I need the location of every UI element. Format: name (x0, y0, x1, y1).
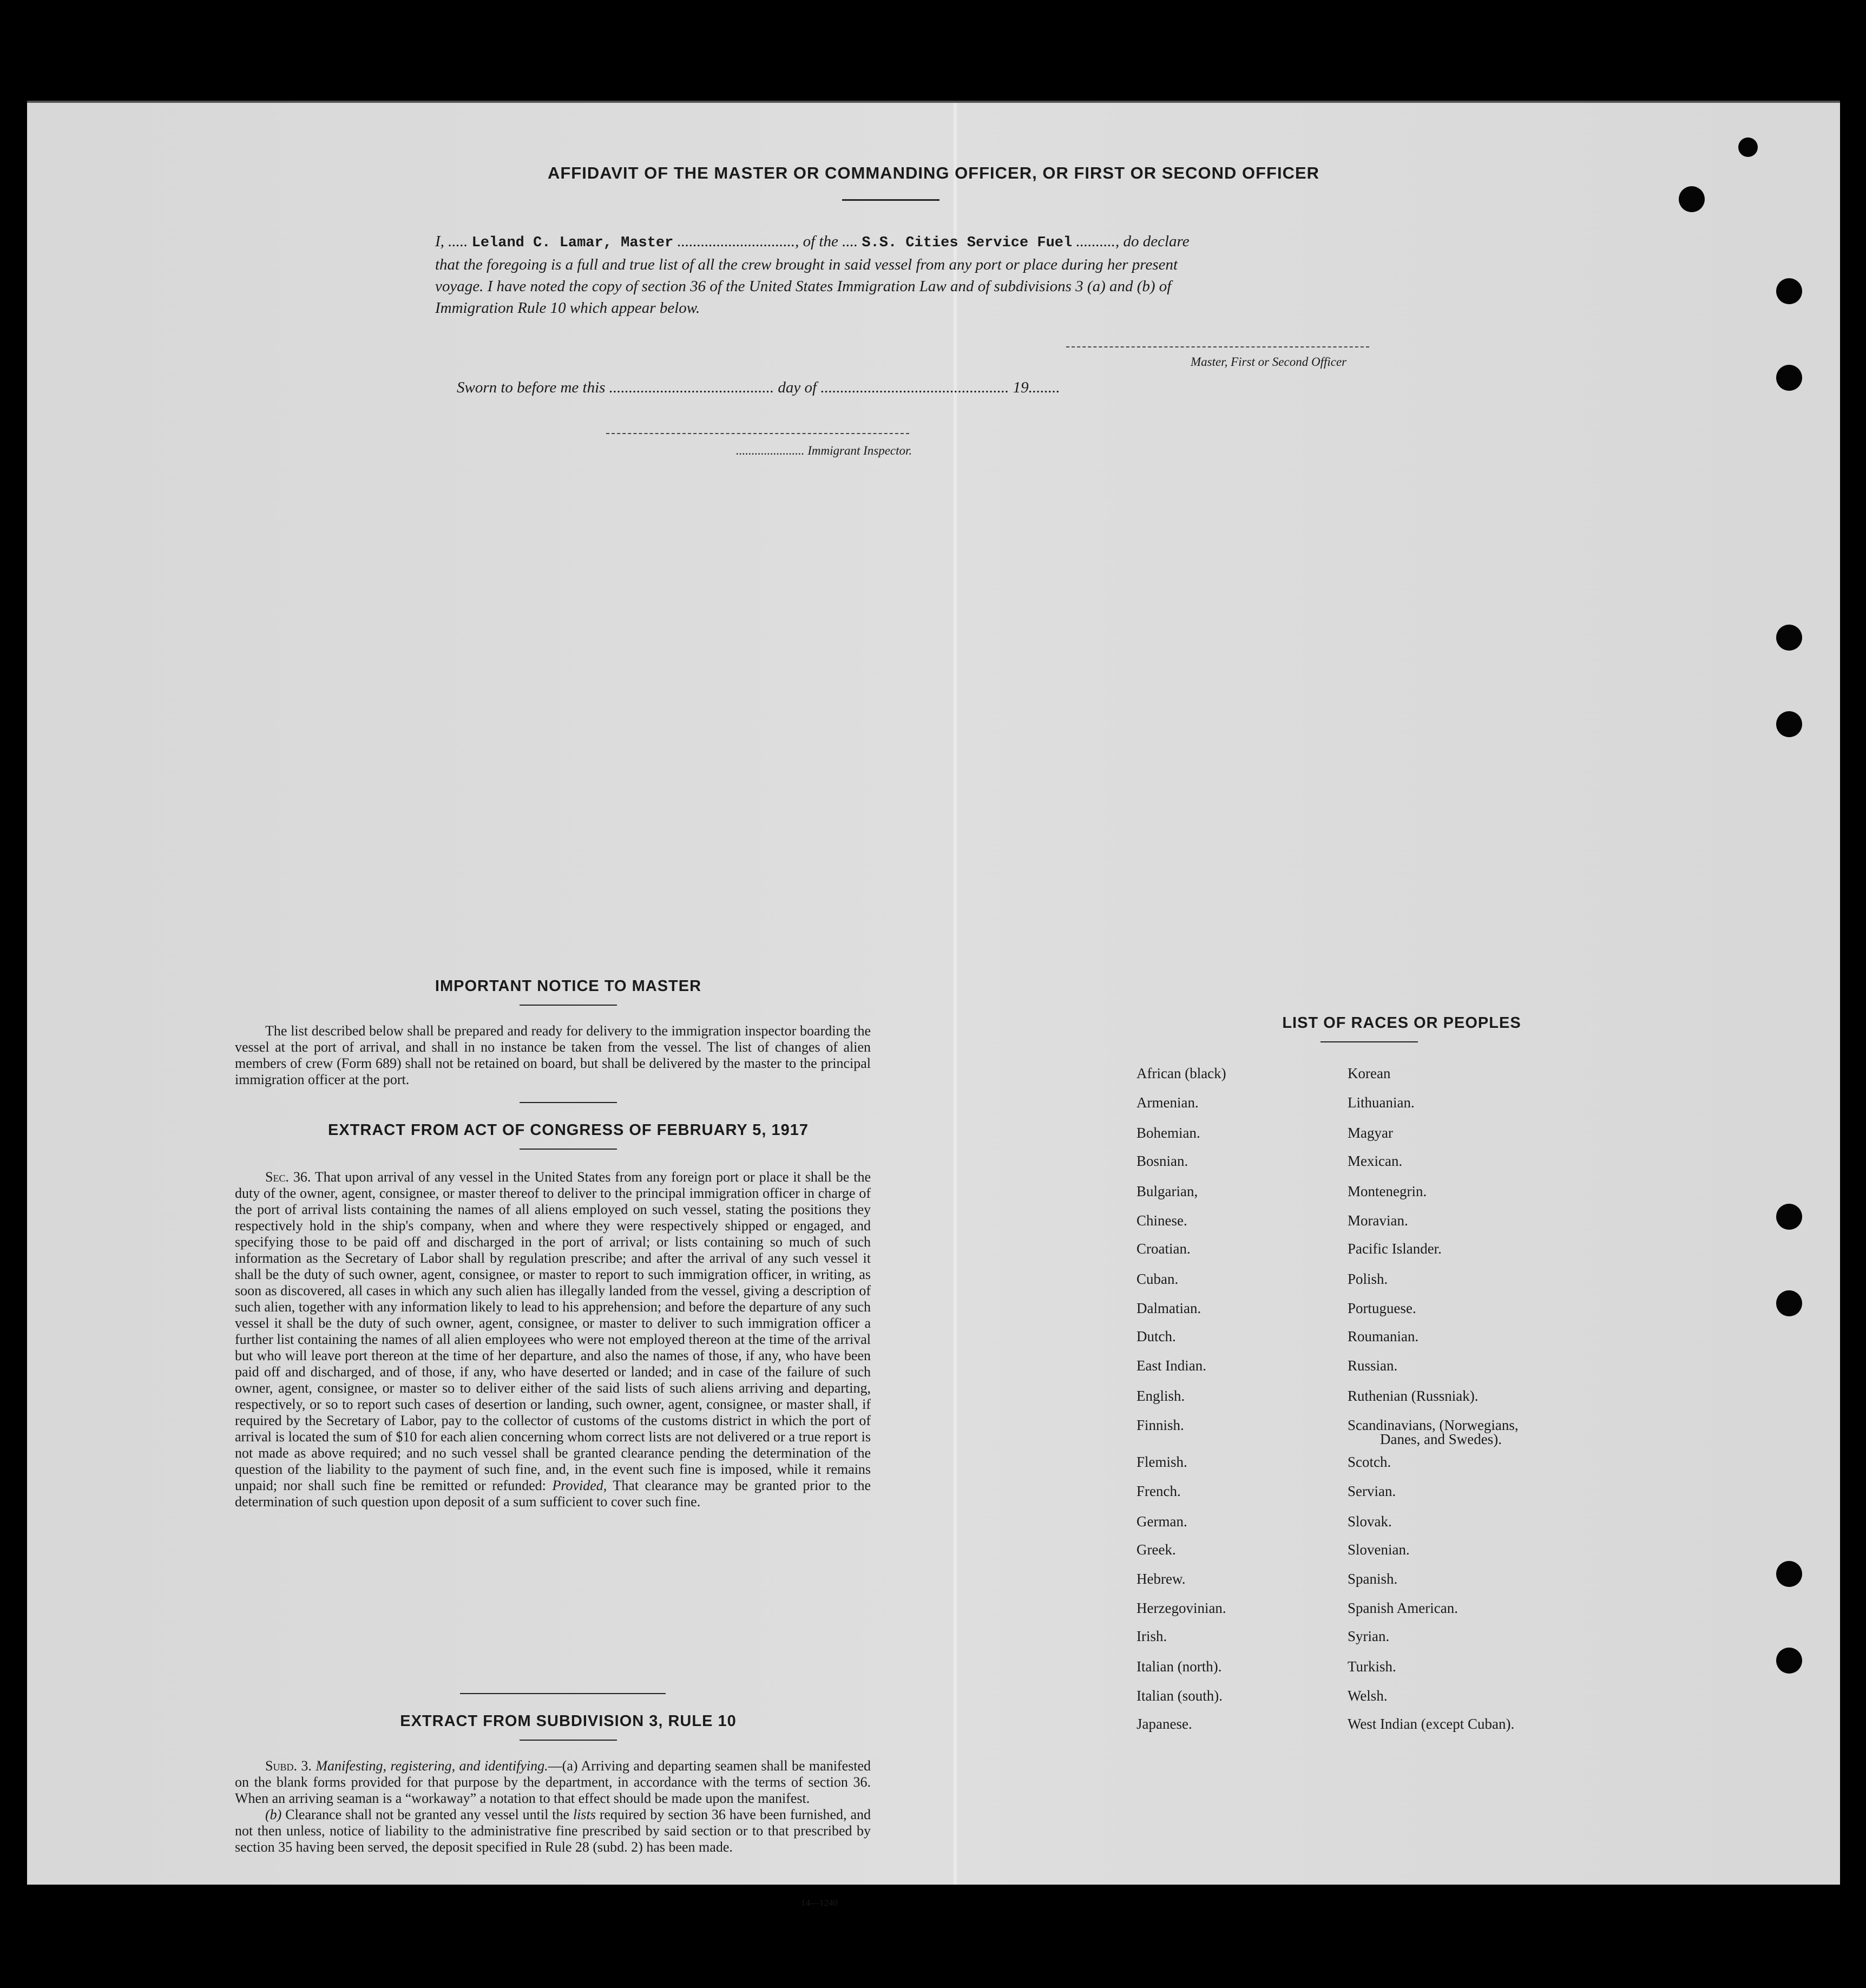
race-right-item: Moravian. (1348, 1212, 1408, 1229)
race-right-item: Russian. (1348, 1357, 1398, 1374)
race-left-item: Croatian. (1136, 1241, 1191, 1257)
race-left-item: Cuban. (1136, 1271, 1179, 1287)
affidavit-line-2: that the foregoing is a full and true list of all the crew brought in said vessel from any port or place during her present (435, 256, 1178, 273)
subd-heading: Manifesting, registering, and identifying. (316, 1758, 548, 1774)
officer-signature-label: Master, First or Second Officer (1191, 355, 1347, 369)
vessel-name-field: S.S. Cities Service Fuel (862, 235, 1073, 251)
punch-hole (1776, 1204, 1802, 1230)
i-label: I, (435, 233, 444, 250)
race-right-item: Turkish. (1348, 1658, 1396, 1675)
subd-a-text: Arriving and departing seamen shall be manifested on the blank forms provided for that purpose by the department, in accordance with the terms of section 36. When an arriving seaman is a “workaway” a notation to that effect should be made upon the manifest. (235, 1758, 871, 1806)
notice-title: IMPORTANT NOTICE TO MASTER (435, 977, 702, 995)
race-right-item: West Indian (except Cuban). (1348, 1716, 1515, 1732)
year-prefix: 19 (1013, 379, 1029, 396)
race-left-item: Bosnian. (1136, 1153, 1188, 1169)
of-the-label: , of the (795, 233, 838, 250)
race-left-item: Herzegovinian. (1136, 1600, 1226, 1616)
subd-b-lists: lists (573, 1807, 596, 1822)
race-left-item: Italian (south). (1136, 1688, 1223, 1704)
race-left-item: Bulgarian, (1136, 1183, 1198, 1199)
races-divider (1320, 1041, 1418, 1042)
race-left-item: Chinese. (1136, 1212, 1187, 1229)
punch-hole (1776, 1648, 1802, 1674)
race-right-item: Korean (1348, 1065, 1391, 1081)
race-left-item: Dutch. (1136, 1328, 1176, 1344)
race-right-item: Slovenian. (1348, 1541, 1410, 1558)
race-right-item: Mexican. (1348, 1153, 1403, 1169)
subd-b-text-1: Clearance shall not be granted any vessel until the (285, 1807, 570, 1822)
race-right-item: Roumanian. (1348, 1328, 1419, 1344)
race-right-item: Scotch. (1348, 1454, 1391, 1470)
inspector-line: ...................... Immigrant Inspector. (736, 444, 912, 457)
race-left-item: French. (1136, 1483, 1181, 1499)
extract-act-title: EXTRACT FROM ACT OF CONGRESS OF FEBRUARY 5, 1917 (327, 1121, 809, 1139)
subd-a-paragraph (235, 1758, 871, 1807)
subd-b-text-2: required by section 36 have been furnished, and not then unless, notice of liability to the administrative fine prescribed by said section or to that prescribed by section 35 having been served, the deposit specified in Rule 28 (subd. 2) has been made. (235, 1807, 871, 1855)
form-number: 14—1240 (801, 1898, 838, 1908)
race-right-item: Pacific Islander. (1348, 1241, 1442, 1257)
races-title: LIST OF RACES OR PEOPLES (1282, 1014, 1521, 1032)
race-left-item: Irish. (1136, 1628, 1167, 1644)
race-left-item: Italian (north). (1136, 1658, 1222, 1675)
affidavit-body (435, 231, 1431, 319)
race-right-item: Montenegrin. (1348, 1183, 1427, 1199)
master-name-field: Leland C. Lamar, Master (471, 235, 674, 251)
race-right-item: Welsh. (1348, 1688, 1388, 1704)
race-right-item: Polish. (1348, 1271, 1388, 1287)
punch-hole (1776, 365, 1802, 391)
race-left-item: Hebrew. (1136, 1571, 1186, 1587)
sworn-label: Sworn to before me this (457, 379, 606, 396)
notice-divider (520, 1005, 617, 1006)
race-right-item: Syrian. (1348, 1628, 1390, 1644)
race-left-item: Greek. (1136, 1541, 1176, 1558)
race-left-item: Dalmatian. (1136, 1300, 1201, 1316)
punch-hole (1776, 1290, 1802, 1316)
affidavit-line-4: Immigration Rule 10 which appear below. (435, 299, 700, 317)
sec-36-text-end: That clearance may be granted prior to the determination of such question upon deposit of a sum sufficient to cover such fine. (235, 1478, 871, 1510)
officer-signature-line (1066, 346, 1369, 347)
extract-act-text (235, 1169, 871, 1510)
sec-36-text: That upon arrival of any vessel in the United States from any foreign port or place it shall be the duty of the owner, agent, consignee, or master thereof to deliver to the principal immigration officer in charge of the port of arrival lists containing the names of all aliens employed on such vessel, stating the positions they respectively hold in the ship's company, when and where they were respectively shipped or engaged, and specifying those to be paid off and discharged in the port of arrival; or lists containing so much of such information as the Secretary of Labor shall by regulation prescribe; and after the arrival of any such vessel it shall be the duty of such owner, agent, consignee, or master to report to such immigration officer, in writing, as soon as discovered, all cases in which any such alien has illegally landed from the vessel, giving a description of such alien, together with any information likely to lead to his apprehension; and before the departure of any such vessel it shall be the duty of such owner, agent, consignee, or master to deliver to such immigration officer a further list containing the names of all alien employees who were not employed thereon at the time of the arrival but who will leave port thereon at the time of her departure, and also the names of those, if any, who have been paid off and discharged, and of those, if any, who have deserted or landed; and in case of the failure of such owner, agent, consignee, or master so to deliver either of the said lists of such aliens arriving and departing, respectively, or so to report such cases of desertion or landing, such owner, agent, consignee, or master shall, if required by the Secretary of Labor, pay to the collector of customs of the customs district in which the port of arrival is located the sum of $10 for each alien concerning whom correct lists are not delivered or a true report is not made as above required; and no such vessel shall be granted clearance pending the determination of the question of the liability to the payment of such fine, and, in the event such fine is imposed, while it remains unpaid; nor shall such fine be remitted or refunded: (235, 1169, 871, 1493)
race-continuation: Danes, and Swedes). (1380, 1431, 1502, 1447)
race-right-item: Spanish American. (1348, 1600, 1458, 1616)
race-right-item: Lithuanian. (1348, 1094, 1415, 1111)
race-left-item: Flemish. (1136, 1454, 1187, 1470)
title-divider (842, 199, 939, 201)
subd-b-paragraph (235, 1807, 871, 1855)
race-right-item: Ruthenian (Russniak). (1348, 1388, 1479, 1404)
punch-hole (1738, 137, 1758, 157)
extract-rule-title: EXTRACT FROM SUBDIVISION 3, RULE 10 (400, 1713, 737, 1730)
race-left-item: Finnish. (1136, 1417, 1184, 1433)
affidavit-line-1: I, ..... Leland C. Lamar, Master .............................., of the .... S.S. Cities Service Fuel .........., do declare (435, 233, 1190, 251)
punch-hole (1776, 1561, 1802, 1587)
race-right-item: Slovak. (1348, 1513, 1392, 1530)
extract-rule-text (235, 1758, 871, 1855)
punch-hole (1776, 711, 1802, 737)
affidavit-title: AFFIDAVIT OF THE MASTER OR COMMANDING OFFICER, OR FIRST OR SECOND OFFICER (547, 163, 1320, 182)
race-right-item: Servian. (1348, 1483, 1396, 1499)
subd-a-label: —(a) (548, 1758, 578, 1774)
race-left-item: German. (1136, 1513, 1187, 1530)
do-declare-label: , do declare (1115, 233, 1190, 250)
provided-label: Provided, (552, 1478, 607, 1493)
race-right-item: Scandinavians, (Norwegians, (1348, 1417, 1519, 1433)
race-right-item: Spanish. (1348, 1571, 1398, 1587)
punch-hole (1776, 625, 1802, 651)
race-left-item: Armenian. (1136, 1094, 1199, 1111)
day-of-label: day of (778, 379, 817, 396)
punch-hole (1679, 186, 1705, 212)
affidavit-line-3: voyage. I have noted the copy of section 36 of the United States Immigration Law and of subdivisions 3 (a) and (b) of (435, 278, 1172, 295)
race-right-item: Portuguese. (1348, 1300, 1416, 1316)
extract-act-end-divider (460, 1693, 666, 1694)
race-left-item: English. (1136, 1388, 1185, 1404)
notice-end-divider (520, 1102, 617, 1103)
race-right-item: Magyar (1348, 1125, 1393, 1141)
race-left-item: African (black) (1136, 1065, 1226, 1081)
notice-text: The list described below shall be prepared and ready for delivery to the immigration inspector boarding the vessel at the port of arrival, and shall in no instance be taken from the vessel. The list of changes of alien members of crew (Form 689) shall not be retained on board, but shall be delivered by the master to the principal immigration officer at the port. (235, 1023, 871, 1087)
race-left-item: Japanese. (1136, 1716, 1192, 1732)
inspector-signature-line (606, 433, 909, 434)
inspector-label: Immigrant Inspector. (807, 444, 912, 457)
subd-label: Subd. 3. (265, 1758, 312, 1774)
race-left-item: East Indian. (1136, 1357, 1206, 1374)
subd-b-label: (b) (265, 1807, 282, 1822)
extract-act-divider (520, 1149, 617, 1150)
extract-rule-divider (520, 1740, 617, 1741)
sworn-line: Sworn to before me this .......................................... day of ................................................ 19........ (457, 379, 1060, 396)
document-page (27, 101, 1840, 1908)
punch-hole (1776, 278, 1802, 304)
race-left-item: Bohemian. (1136, 1125, 1200, 1141)
sec-label: Sec. 36. (265, 1169, 311, 1185)
